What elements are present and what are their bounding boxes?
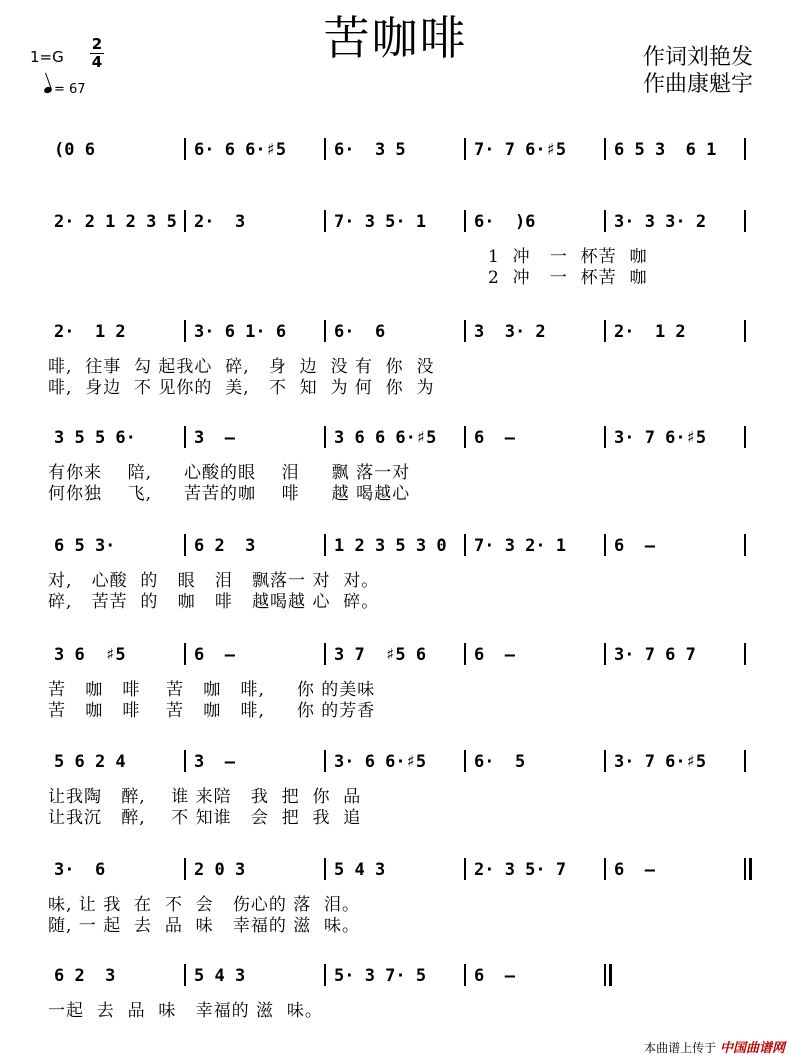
lyric-line: 对, 心酸 的 眼 泪 飘落一 对 对。 — [48, 571, 380, 591]
bar-line — [464, 964, 466, 986]
bar-line — [604, 138, 606, 160]
tempo-marking — [44, 82, 86, 97]
lyric-line: 苦 咖 啡 苦 咖 啡, 你 的芳香 — [48, 701, 376, 721]
bar-line — [184, 643, 186, 665]
bar-line — [744, 320, 746, 342]
measure: 2· 1 2 — [54, 322, 126, 342]
measure: 3 3· 2 — [474, 322, 546, 342]
credits — [643, 44, 753, 98]
measure: 7· 3 2· 1 — [474, 536, 567, 556]
measure: 3 5 5 6· — [54, 428, 136, 448]
lyricist: 作词刘艳发 — [642, 45, 753, 70]
measure: 6 5 3 6 1 — [614, 140, 717, 160]
bar-line — [464, 138, 466, 160]
time-signature-top: 2 — [91, 35, 103, 53]
measure: 2 0 3 — [194, 860, 246, 880]
site-brand: 中国曲谱网 — [719, 1041, 785, 1056]
bar-line — [464, 643, 466, 665]
end-bar-line — [749, 858, 752, 880]
bar-line — [184, 210, 186, 232]
lyric-line: 让我沉 醉, 不 知谁 会 把 我 追 — [48, 808, 362, 828]
measure: 3· 6 1· 6 — [194, 322, 287, 342]
measure: 3 – — [194, 428, 235, 448]
measure: 6 5 3· — [54, 536, 116, 556]
lyric-line: 啡, 身边 不 见你的 美, 不 知 为 何 你 为 — [48, 378, 435, 398]
time-signature-bottom: 4 — [91, 53, 103, 71]
lyric-line: 苦 咖 啡 苦 咖 啡, 你 的美味 — [48, 680, 376, 700]
lyric-line: 味, 让 我 在 不 会 伤心的 落 泪。 — [48, 895, 361, 915]
measure: 6 – — [474, 966, 515, 986]
lyric-line: 一起 去 品 味 幸福的 滋 味。 — [48, 1001, 323, 1021]
bar-line — [744, 426, 746, 448]
bar-line — [184, 858, 186, 880]
bar-line — [464, 210, 466, 232]
measure: 3· 6 — [54, 860, 106, 880]
bar-line — [744, 750, 746, 772]
measure: 5 4 3 — [194, 966, 246, 986]
tempo-value: = 67 — [54, 82, 86, 97]
bar-line — [604, 426, 606, 448]
measure: 3 – — [194, 752, 235, 772]
measure: 6 – — [474, 645, 515, 665]
bar-line — [604, 750, 606, 772]
measure: 6 2 3 — [54, 966, 116, 986]
bar-line — [324, 750, 326, 772]
bar-line — [744, 210, 746, 232]
lyric-line: 1 冲 一 杯苦 咖 — [488, 247, 648, 267]
measure: 3· 3 3· 2 — [614, 212, 707, 232]
bar-line — [324, 964, 326, 986]
bar-line — [464, 858, 466, 880]
measure: 7· 7 6·♯5 — [474, 140, 567, 160]
measure: (0 6 — [54, 140, 95, 160]
measure: 3· 7 6·♯5 — [614, 752, 707, 772]
lyric-line: 碎, 苦苦 的 咖 啡 越喝越 心 碎。 — [48, 592, 380, 612]
bar-line — [184, 138, 186, 160]
bar-line — [464, 750, 466, 772]
end-bar-line — [609, 964, 612, 986]
bar-line — [744, 138, 746, 160]
bar-line — [604, 643, 606, 665]
footer-text: 本曲谱上传于 — [644, 1041, 717, 1055]
bar-line — [324, 643, 326, 665]
measure: 3 7 ♯5 6 — [334, 645, 427, 665]
measure: 3 6 ♯5 — [54, 645, 126, 665]
measure: 3· 6 6·♯5 — [334, 752, 427, 772]
measure: 6 – — [614, 536, 655, 556]
lyric-line: 2 冲 一 杯苦 咖 — [488, 268, 648, 288]
measure: 7· 3 5· 1 — [334, 212, 427, 232]
measure: 6 – — [614, 860, 655, 880]
measure: 5 6 2 4 — [54, 752, 126, 772]
time-signature — [90, 36, 104, 71]
bar-line — [744, 858, 746, 880]
lyric-line: 有你来 陪, 心酸的眼 泪 飘 落一对 — [48, 463, 411, 483]
measure: 3· 7 6·♯5 — [614, 428, 707, 448]
lyric-line: 随, 一 起 去 品 味 幸福的 滋 味。 — [48, 916, 361, 936]
key-signature: 1=G — [30, 48, 64, 66]
bar-line — [604, 964, 606, 986]
lyric-line: 何你独 飞, 苦苦的咖 啡 越 喝越心 — [48, 484, 411, 504]
measure: 1 2 3 5 3 0 — [334, 536, 447, 556]
measure: 6· 3 5 — [334, 140, 406, 160]
bar-line — [604, 320, 606, 342]
bar-line — [184, 964, 186, 986]
composer: 作曲康魁宇 — [642, 72, 753, 97]
bar-line — [604, 858, 606, 880]
footer — [644, 1037, 785, 1056]
measure: 6· 6 6·♯5 — [194, 140, 287, 160]
bar-line — [744, 643, 746, 665]
lyric-line: 让我陶 醉, 谁 来陪 我 把 你 品 — [48, 787, 362, 807]
bar-line — [184, 426, 186, 448]
bar-line — [324, 426, 326, 448]
bar-line — [464, 320, 466, 342]
bar-line — [324, 210, 326, 232]
measure: 2· 3 — [194, 212, 246, 232]
measure: 3· 7 6 7 — [614, 645, 696, 665]
bar-line — [744, 534, 746, 556]
measure: 6 – — [474, 428, 515, 448]
bar-line — [324, 534, 326, 556]
measure: 6· 5 — [474, 752, 526, 772]
measure: 3 6 6 6·♯5 — [334, 428, 437, 448]
bar-line — [324, 320, 326, 342]
bar-line — [464, 534, 466, 556]
measure: 2· 2 1 2 3 5 — [54, 212, 177, 232]
bar-line — [184, 750, 186, 772]
bar-line — [464, 426, 466, 448]
bar-line — [604, 210, 606, 232]
quarter-note-icon — [43, 86, 53, 94]
measure: 6· )6 — [474, 212, 536, 232]
measure: 6 – — [194, 645, 235, 665]
measure: 5· 3 7· 5 — [334, 966, 427, 986]
bar-line — [324, 138, 326, 160]
song-title: 苦咖啡 — [323, 11, 468, 65]
bar-line — [604, 534, 606, 556]
measure: 6· 6 — [334, 322, 386, 342]
lyric-line: 啡, 往事 勾 起我心 碎, 身 边 没 有 你 没 — [48, 357, 435, 377]
measure: 6 2 3 — [194, 536, 256, 556]
bar-line — [184, 320, 186, 342]
measure: 2· 3 5· 7 — [474, 860, 567, 880]
bar-line — [324, 858, 326, 880]
bar-line — [184, 534, 186, 556]
measure: 2· 1 2 — [614, 322, 686, 342]
measure: 5 4 3 — [334, 860, 386, 880]
